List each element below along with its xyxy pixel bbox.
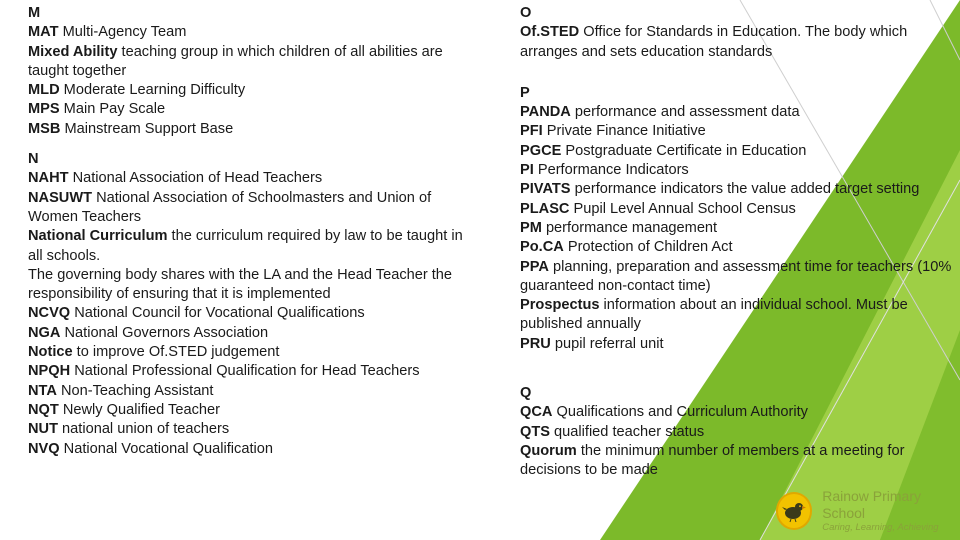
- glossary-definition: Private Finance Initiative: [542, 123, 706, 140]
- glossary-entry: [520, 423, 960, 442]
- glossary-definition: Newly Qualified Teacher: [58, 401, 220, 418]
- glossary-entry: [520, 180, 960, 199]
- glossary-term: Mixed Ability: [28, 43, 118, 60]
- glossary-definition: performance indicators the value added target setting: [570, 181, 920, 198]
- glossary-entry: [520, 23, 960, 62]
- glossary-definition: Non-Teaching Assistant: [56, 382, 214, 399]
- right-column: [520, 4, 960, 481]
- school-logo: [776, 488, 960, 534]
- glossary-definition: The governing body shares with the LA and the Head Teacher the responsibility of ensuring that it is implemented: [28, 266, 453, 303]
- glossary-entry: [28, 440, 468, 459]
- section-letter: P: [520, 84, 530, 101]
- school-tagline: Caring, Learning, Achieving: [822, 522, 939, 533]
- glossary-entry: [520, 122, 960, 141]
- glossary-definition: national union of teachers: [58, 421, 230, 438]
- glossary-entry: [28, 189, 468, 228]
- glossary-term: NQT: [28, 401, 59, 418]
- glossary-entry: [28, 382, 468, 401]
- glossary-entry: [520, 258, 960, 297]
- glossary-definition: National Governors Association: [60, 324, 269, 341]
- glossary-definition: performance management: [541, 219, 718, 236]
- glossary-entry: [28, 420, 468, 439]
- glossary-term: PPA: [520, 258, 549, 275]
- glossary-term: MSB: [28, 120, 61, 137]
- glossary-entry: [28, 23, 468, 42]
- glossary-entry: [28, 120, 468, 139]
- glossary-entry: [520, 219, 960, 238]
- glossary-definition: Multi-Agency Team: [58, 24, 187, 41]
- glossary-term: NPQH: [28, 363, 71, 380]
- glossary-entry: [28, 401, 468, 420]
- glossary-entry: [520, 161, 960, 180]
- glossary-entry: [28, 227, 468, 266]
- glossary-term: Po.CA: [520, 239, 564, 256]
- glossary-term: Prospectus: [520, 297, 600, 314]
- glossary-term: NAHT: [28, 170, 69, 187]
- glossary-definition: the curriculum required by law to be taught in all schools.: [28, 228, 463, 264]
- section-O: [520, 4, 960, 62]
- glossary-term: PGCE: [520, 142, 562, 159]
- section-M: [28, 4, 468, 139]
- left-column: [28, 4, 468, 459]
- glossary-term: Of.STED: [520, 24, 580, 41]
- section-letter: M: [28, 5, 41, 21]
- glossary-definition: Performance Indicators: [533, 162, 689, 179]
- glossary-definition: information about an individual school. Must be published annually: [520, 297, 908, 333]
- glossary-definition: National Council for Vocational Qualifications: [70, 305, 365, 322]
- glossary-definition: qualified teacher status: [550, 423, 705, 440]
- glossary-term: QTS: [520, 423, 550, 440]
- glossary-definition: National Vocational Qualification: [59, 440, 273, 457]
- glossary-definition: planning, preparation and assessment time for teachers (10% guaranteed non-contact time): [520, 258, 952, 294]
- glossary-entry: [520, 403, 960, 422]
- section-letter: N: [28, 151, 39, 168]
- glossary-term: PIVATS: [520, 181, 571, 198]
- glossary-definition: National Association of Schoolmasters and Union of Women Teachers: [28, 189, 432, 225]
- glossary-entry: [520, 142, 960, 161]
- glossary-entry: [28, 304, 468, 323]
- section-Q: [520, 384, 960, 480]
- glossary-entry: [520, 442, 960, 481]
- glossary-term: MAT: [28, 24, 59, 41]
- section-P: [520, 84, 960, 354]
- glossary-definition: Postgraduate Certificate in Education: [561, 142, 807, 159]
- glossary-term: QCA: [520, 404, 553, 421]
- glossary-definition: Mainstream Support Base: [60, 120, 234, 137]
- glossary-term: PLASC: [520, 200, 570, 217]
- glossary-definition: teaching group in which children of all abilities are taught together: [28, 43, 443, 79]
- glossary-term: NUT: [28, 421, 58, 438]
- section-letter: Q: [520, 385, 532, 402]
- glossary-entry: [520, 103, 960, 122]
- glossary-term: NVQ: [28, 440, 60, 457]
- glossary-term: PANDA: [520, 104, 571, 121]
- section-letter: O: [520, 5, 532, 21]
- glossary-entry: [520, 238, 960, 257]
- glossary-definition: National Professional Qualification for Head Teachers: [70, 363, 420, 380]
- glossary-definition: Pupil Level Annual School Census: [569, 200, 796, 217]
- glossary-entry: [520, 335, 960, 354]
- glossary-definition: to improve Of.STED judgement: [72, 344, 280, 361]
- glossary-term: PRU: [520, 335, 551, 352]
- glossary-definition: pupil referral unit: [550, 335, 664, 352]
- glossary-term: MLD: [28, 82, 60, 99]
- glossary-definition: Office for Standards in Education. The body which arranges and sets education standards: [520, 24, 908, 60]
- section-N: [28, 150, 468, 459]
- glossary-definition: the minimum number of members at a meeting for decisions to be made: [520, 442, 905, 479]
- glossary-entry: [28, 324, 468, 343]
- glossary-entry: [520, 200, 960, 219]
- glossary-term: Notice: [28, 344, 73, 361]
- glossary-term: NGA: [28, 324, 61, 341]
- school-name: Rainow Primary School: [822, 488, 922, 521]
- glossary-term: MPS: [28, 101, 60, 118]
- glossary-entry: [28, 169, 468, 188]
- glossary-entry: [28, 100, 468, 119]
- glossary-entry: [28, 266, 468, 305]
- glossary-entry: [28, 81, 468, 100]
- glossary-term: NTA: [28, 382, 57, 399]
- glossary-definition: Protection of Children Act: [563, 239, 733, 256]
- glossary-term: PM: [520, 219, 542, 236]
- glossary-term: NCVQ: [28, 305, 71, 322]
- glossary-term: Quorum: [520, 442, 577, 459]
- glossary-definition: Main Pay Scale: [59, 101, 166, 118]
- glossary-term: PI: [520, 162, 534, 179]
- glossary-definition: National Association of Head Teachers: [68, 170, 323, 187]
- glossary-definition: performance and assessment data: [570, 104, 800, 121]
- glossary-entry: [28, 362, 468, 381]
- glossary-definition: Qualifications and Curriculum Authority: [552, 404, 808, 421]
- glossary-entry: [520, 296, 960, 335]
- bird-icon: [776, 492, 812, 530]
- glossary-term: National Curriculum: [28, 228, 168, 245]
- glossary-term: PFI: [520, 123, 543, 140]
- glossary-entry: [28, 343, 468, 362]
- glossary-term: NASUWT: [28, 189, 93, 206]
- glossary-definition: Moderate Learning Difficulty: [59, 82, 246, 99]
- glossary-entry: [28, 43, 468, 82]
